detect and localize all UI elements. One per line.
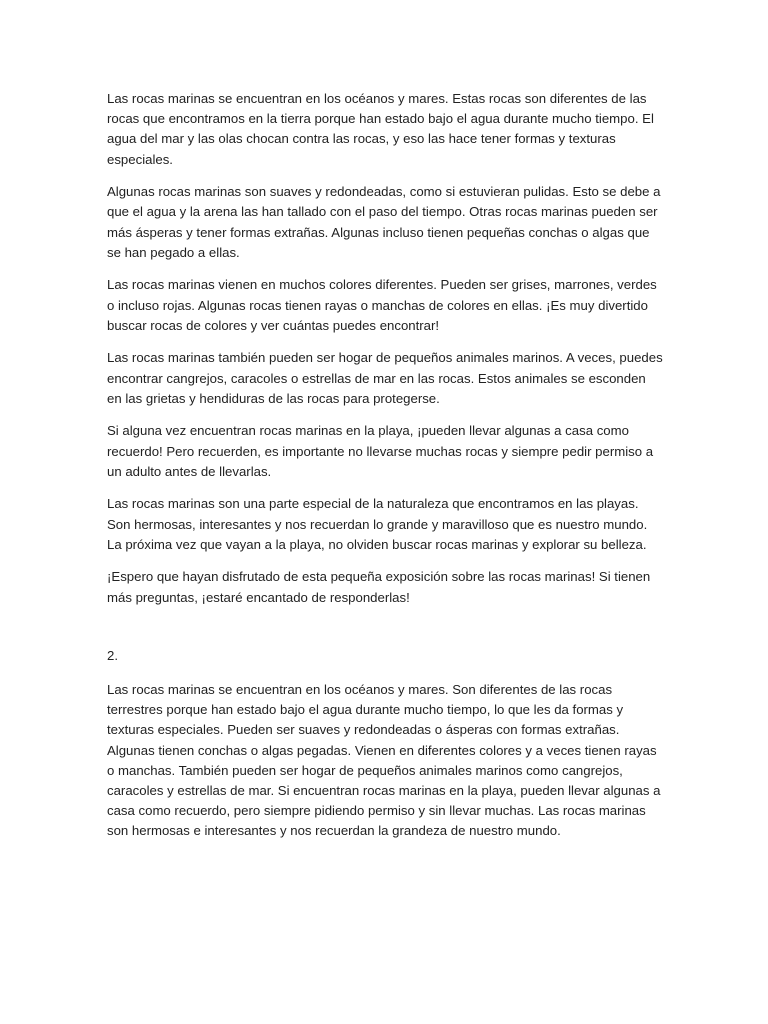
paragraph-3: Las rocas marinas vienen en muchos colores diferentes. Pueden ser grises, marrones, verdes o incluso rojas. Algunas rocas tienen rayas o manchas de colores en ellas. ¡Es muy divertido buscar rocas de colores y ver cuántas puedes encontrar!	[107, 277, 657, 333]
paragraph-5: Si alguna vez encuentran rocas marinas en la playa, ¡pueden llevar algunas a casa como recuerdo! Pero recuerden, es importante no llevarse muchas rocas y siempre pedir permiso a un adulto antes de llevarlas.	[107, 423, 654, 479]
paragraph-7: ¡Espero que hayan disfrutado de esta pequeña exposición sobre las rocas marinas! Si tienen más preguntas, ¡estaré encantado de responderlas!	[107, 569, 651, 605]
paragraph-4: Las rocas marinas también pueden ser hogar de pequeños animales marinos. A veces, puedes encontrar cangrejos, caracoles o estrellas de mar en las rocas. Estos animales se esconden en las grietas y hendiduras de las rocas para protegerse.	[107, 350, 663, 406]
summary-paragraph: Las rocas marinas se encuentran en los océanos y mares. Son diferentes de las rocas terrestres porque han estado bajo el agua durante mucho tiempo, lo que les da formas y texturas especiales. Pueden ser suaves y redondeadas o ásperas con formas extrañas. Algunas tienen conchas o algas pegadas. Vienen en diferentes colores y a veces tienen rayas o manchas. También pueden ser hogar de pequeños animales marinos como cangrejos, caracoles y estrellas de mar. Si encuentran rocas marinas en la playa, pueden llevar algunas a casa como recuerdo, pero siempre pidiendo permiso y sin llevar muchas. Las rocas marinas son hermosas e interesantes y nos recuerdan la grandeza de nuestro mundo.	[107, 682, 661, 839]
paragraph-1: Las rocas marinas se encuentran en los océanos y mares. Estas rocas son diferentes de las rocas que encontramos en la tierra porque han estado bajo el agua durante mucho tiempo. El agua del mar y las olas chocan contra las rocas, y eso las hace tener formas y texturas especiales.	[107, 91, 654, 167]
paragraph-6: Las rocas marinas son una parte especial de la naturaleza que encontramos en las playas. Son hermosas, interesantes y nos recuerdan lo grande y maravilloso que es nuestro mundo. La próxima vez que vayan a la playa, no olviden buscar rocas marinas y explorar su belleza.	[107, 496, 648, 552]
section-number: 2.	[107, 647, 118, 663]
document-body	[107, 89, 663, 854]
paragraph-2: Algunas rocas marinas son suaves y redondeadas, como si estuvieran pulidas. Esto se debe a que el agua y la arena las han tallado con el paso del tiempo. Otras rocas marinas pueden ser más ásperas y tener formas extrañas. Algunas incluso tienen pequeñas conchas o algas que se han pegado a ellas.	[107, 184, 661, 260]
